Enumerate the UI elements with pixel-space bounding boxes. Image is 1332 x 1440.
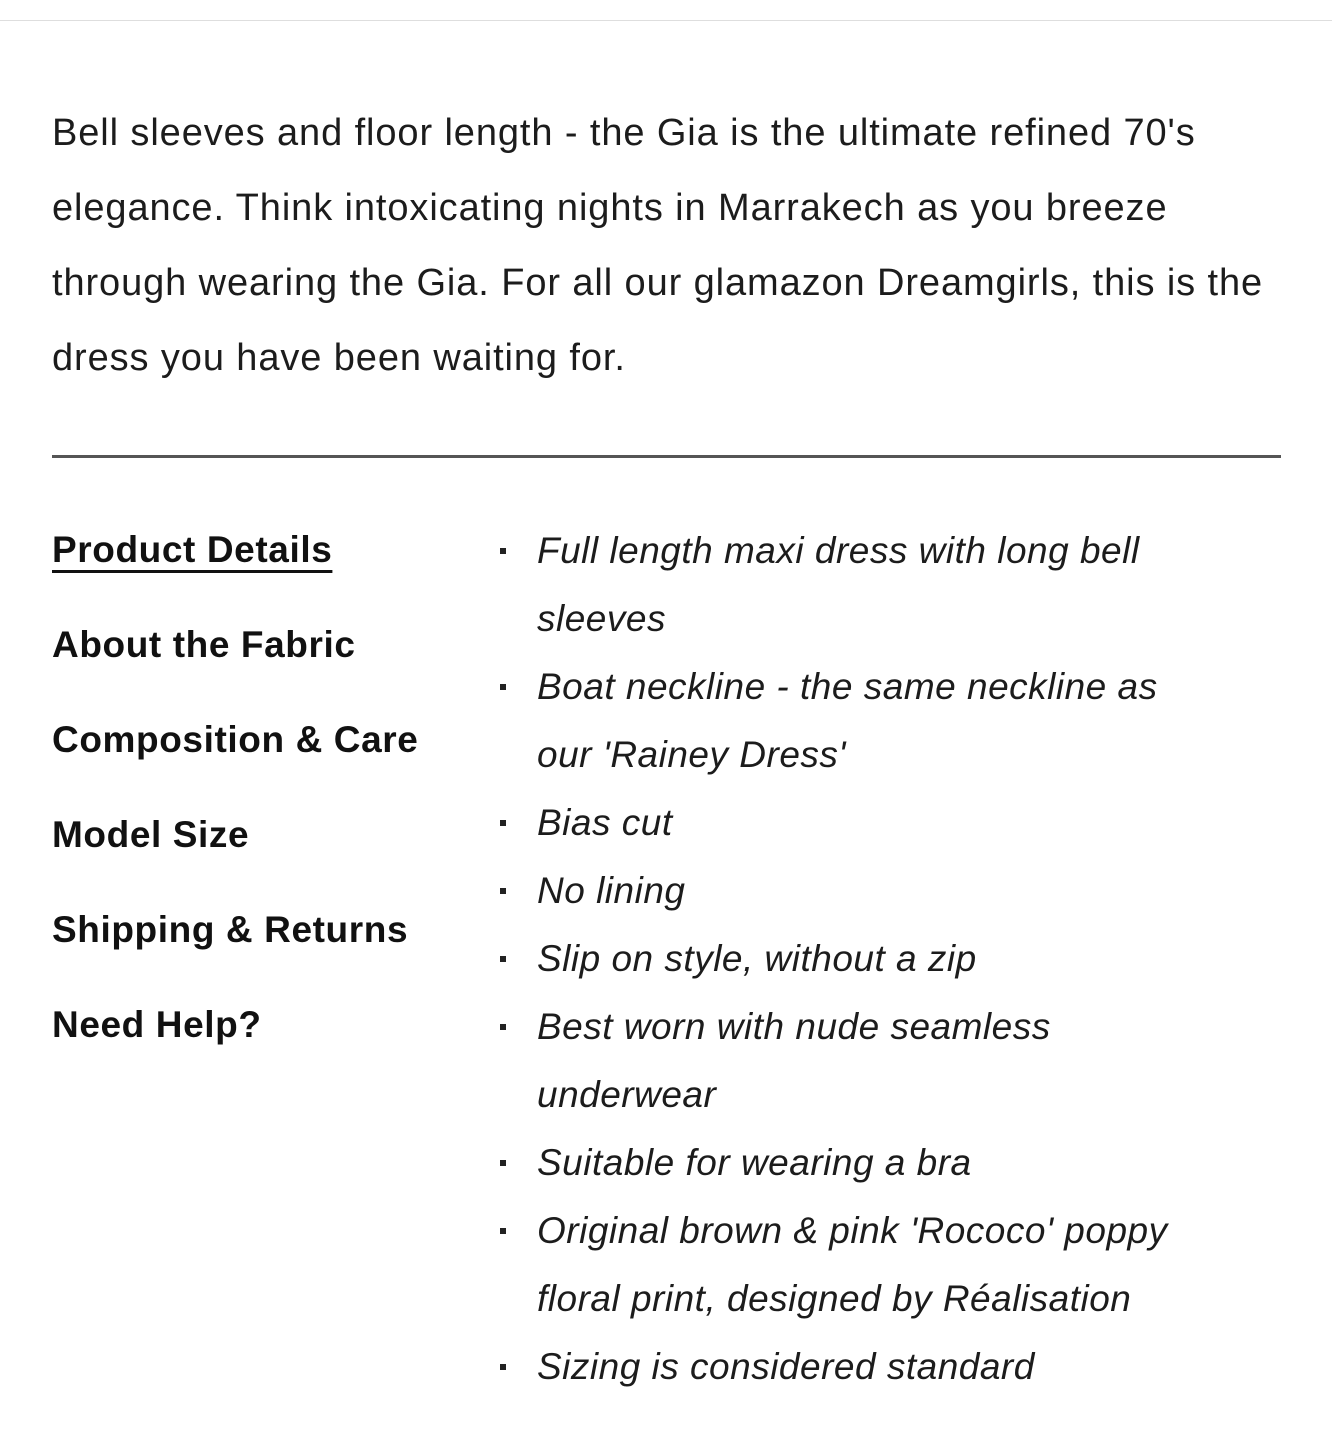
header-divider <box>0 20 1332 21</box>
list-item <box>500 1333 1220 1401</box>
bullet-icon <box>500 888 506 894</box>
bullet-icon <box>500 684 506 690</box>
list-item <box>500 857 1220 925</box>
tab-label: Model Size <box>52 814 250 855</box>
tab-composition-care[interactable] <box>52 710 472 805</box>
list-item-text: No lining <box>537 870 686 911</box>
list-item <box>500 653 1220 789</box>
product-details-list <box>500 517 1220 1401</box>
list-item-text: Best worn with nude seamless underwear <box>537 1006 1051 1115</box>
list-item <box>500 789 1220 857</box>
list-item-text: Suitable for wearing a bra <box>537 1142 972 1183</box>
list-item <box>500 1197 1220 1333</box>
tab-label: Composition & Care <box>52 719 419 760</box>
detail-tabs <box>52 520 472 1090</box>
bullet-icon <box>500 548 506 554</box>
bullet-icon <box>500 1160 506 1166</box>
list-item-text: Full length maxi dress with long bell sleeves <box>537 530 1140 639</box>
bullet-icon <box>500 956 506 962</box>
tab-label: Need Help? <box>52 1004 262 1045</box>
tab-label: Product Details <box>52 529 333 570</box>
product-description: Bell sleeves and floor length - the Gia is the ultimate refined 70's elegance. Think intoxicating nights in Marrakech as you breeze through wearing the Gia. For all our glamazon Dreamgirls, this is the dress you have been waiting for. <box>52 112 1264 379</box>
tab-about-the-fabric[interactable] <box>52 615 472 710</box>
tab-shipping-returns[interactable] <box>52 900 472 995</box>
list-item-text: Sizing is considered standard <box>537 1346 1035 1387</box>
tab-product-details[interactable] <box>52 520 472 615</box>
list-item <box>500 993 1220 1129</box>
bullet-icon <box>500 1024 506 1030</box>
section-divider <box>52 455 1281 458</box>
list-item <box>500 1129 1220 1197</box>
bullet-icon <box>500 1364 506 1370</box>
list-item-text: Bias cut <box>537 802 673 843</box>
tab-label: Shipping & Returns <box>52 909 409 950</box>
list-item <box>500 517 1220 653</box>
list-item <box>500 925 1220 993</box>
bullet-icon <box>500 1228 506 1234</box>
list-item-text: Original brown & pink 'Rococo' poppy floral print, designed by Réalisation <box>537 1210 1168 1319</box>
tab-model-size[interactable] <box>52 805 472 900</box>
tab-need-help[interactable] <box>52 995 472 1090</box>
list-item-text: Boat neckline - the same neckline as our 'Rainey Dress' <box>537 666 1158 775</box>
list-item-text: Slip on style, without a zip <box>537 938 977 979</box>
bullet-icon <box>500 820 506 826</box>
tab-label: About the Fabric <box>52 624 356 665</box>
